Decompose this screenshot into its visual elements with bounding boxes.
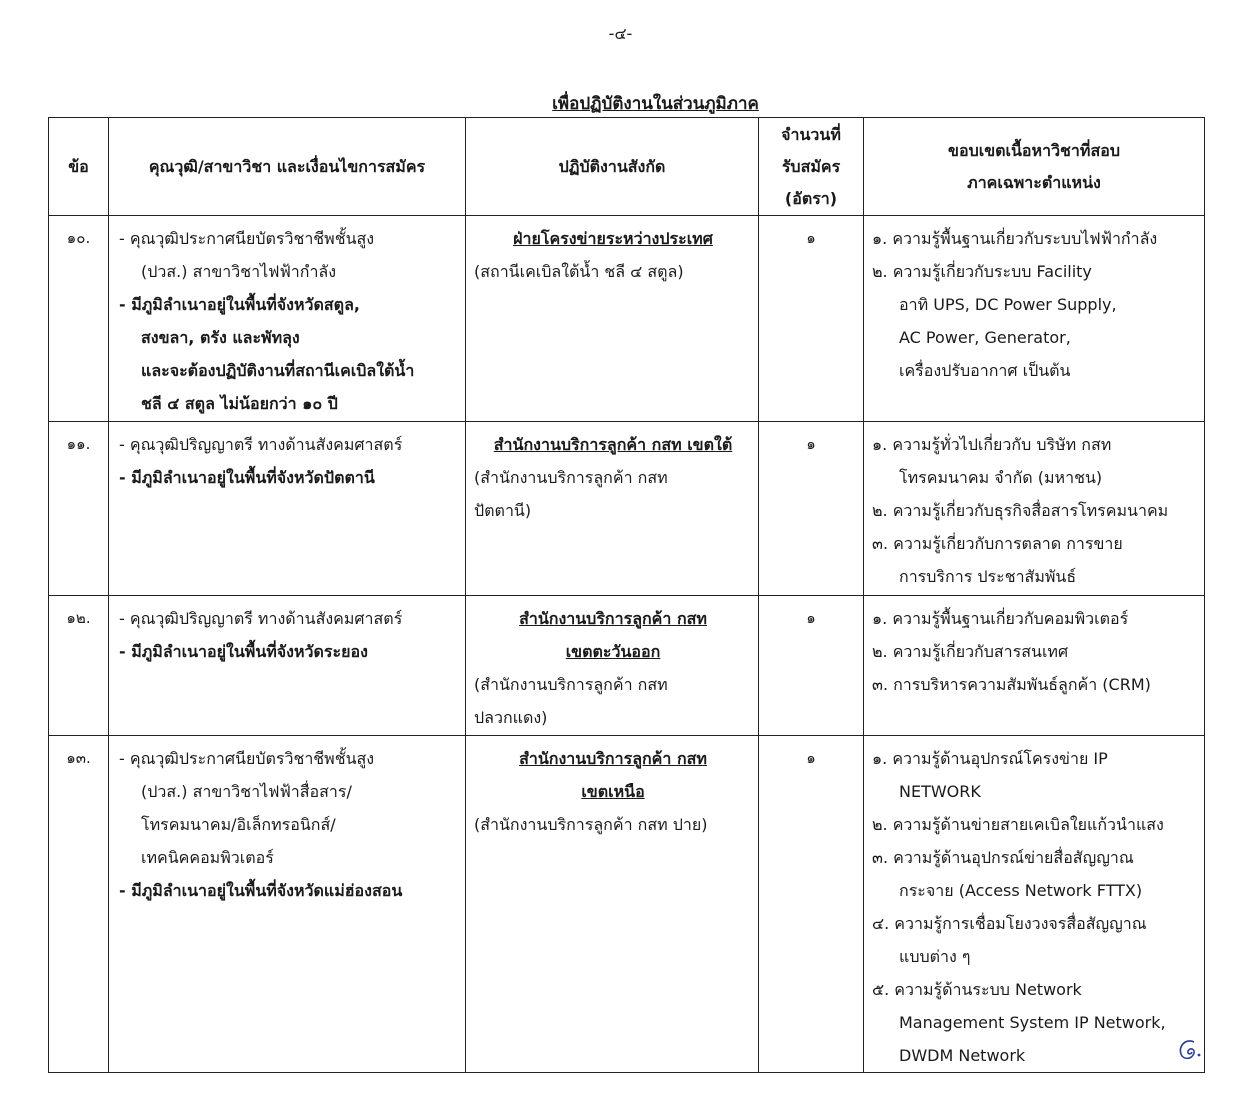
qualification-line <box>119 874 461 907</box>
unit-title: เขตตะวันออก <box>565 642 661 661</box>
qualification-text: สงขลา, ตรัง และพัทลุง <box>141 328 300 347</box>
header-scope: ขอบเขตเนื้อหาวิชาที่สอบ ภาคเฉพาะตำแหน่ง <box>864 118 1205 216</box>
exam-scope-line: ๔. ความรู้การเชื่อมโยงวงจรสื่อสัญญาณ <box>872 914 1147 933</box>
qualification-line <box>119 321 461 354</box>
qualification-text: (ปวส.) สาขาวิชาไฟฟ้ากำลัง <box>141 262 337 281</box>
applicant-count: ๑ <box>759 596 864 736</box>
applicant-count: ๑ <box>759 216 864 422</box>
unit-detail: (สำนักงานบริการลูกค้า กสท ปาย) <box>474 815 708 834</box>
qualification-text: โทรคมนาคม/อิเล็กทรอนิกส์/ <box>141 815 336 834</box>
qualification-line <box>119 775 461 808</box>
exam-scope-line: DWDM Network <box>899 1046 1026 1065</box>
unit-title: สำนักงานบริการลูกค้า กสท <box>519 609 707 628</box>
qualification-text: - คุณวุฒิประกาศนียบัตรวิชาชีพชั้นสูง <box>119 229 375 248</box>
qualification-text: และจะต้องปฏิบัติงานที่สถานีเคเบิลใต้น้ำ <box>141 361 415 380</box>
qualification-line <box>119 387 461 420</box>
qualification-line <box>119 635 461 668</box>
unit-title: สำนักงานบริการลูกค้า กสท เขตใต้ <box>493 435 733 454</box>
header-no: ข้อ <box>49 118 109 216</box>
exam-scope-line: แบบต่าง ๆ <box>899 947 971 966</box>
exam-scope-line: ๓. ความรู้ด้านอุปกรณ์ข่ายสื่อสัญญาณ <box>872 848 1134 867</box>
exam-scope-line: ๑. ความรู้ทั่วไปเกี่ยวกับ บริษัท กสท <box>872 435 1112 454</box>
qualification-cell <box>109 736 466 1073</box>
qualification-line <box>119 288 461 321</box>
exam-scope-cell <box>864 736 1205 1073</box>
applicant-count: ๑ <box>759 422 864 596</box>
qualification-text: - คุณวุฒิปริญญาตรี ทางด้านสังคมศาสตร์ <box>119 435 403 454</box>
unit-cell <box>466 216 759 422</box>
exam-scope-line: ๒. ความรู้เกี่ยวกับธุรกิจสื่อสารโทรคมนาคม <box>872 501 1169 520</box>
unit-cell <box>466 596 759 736</box>
qualification-line <box>119 602 461 635</box>
header-count: จำนวนที่ รับสมัคร (อัตรา) <box>759 118 864 216</box>
page-title: เพื่อปฏิบัติงานในส่วนภูมิภาค <box>552 94 759 114</box>
unit-detail: ปลวกแดง) <box>474 708 548 727</box>
unit-detail: (สำนักงานบริการลูกค้า กสท <box>474 468 668 487</box>
exam-scope-line: ๑. ความรู้ด้านอุปกรณ์โครงข่าย IP <box>872 749 1108 768</box>
exam-scope-line: ๓. ความรู้เกี่ยวกับการตลาด การขาย <box>872 534 1123 553</box>
exam-scope-line: ๒. ความรู้ด้านข่ายสายเคเบิลใยแก้วนำแสง <box>872 815 1164 834</box>
unit-cell <box>466 422 759 596</box>
exam-scope-cell <box>864 216 1205 422</box>
unit-title: เขตเหนือ <box>581 782 645 801</box>
exam-scope-line: ๑. ความรู้พื้นฐานเกี่ยวกับคอมพิวเตอร์ <box>872 609 1129 628</box>
row-number: ๑๐. <box>49 216 109 422</box>
qualification-text: - คุณวุฒิปริญญาตรี ทางด้านสังคมศาสตร์ <box>119 609 403 628</box>
exam-scope-line: AC Power, Generator, <box>899 328 1071 347</box>
exam-scope-line: ๑. ความรู้พื้นฐานเกี่ยวกับระบบไฟฟ้ากำลัง <box>872 229 1158 248</box>
exam-scope-line: โทรคมนาคม จำกัด (มหาชน) <box>899 468 1103 487</box>
qualification-line <box>119 222 461 255</box>
qualification-text: ชลี ๔ สตูล ไม่น้อยกว่า ๑๐ ปี <box>141 394 338 413</box>
exam-scope-line: ๓. การบริหารความสัมพันธ์ลูกค้า (CRM) <box>872 675 1151 694</box>
qualification-line <box>119 428 461 461</box>
header-unit: ปฏิบัติงานสังกัด <box>466 118 759 216</box>
exam-scope-line: ๒. ความรู้เกี่ยวกับระบบ Facility <box>872 262 1092 281</box>
qualification-line <box>119 808 461 841</box>
qualification-line <box>119 461 461 494</box>
header-qualification: คุณวุฒิ/สาขาวิชา และเงื่อนไขการสมัคร <box>109 118 466 216</box>
exam-scope-line: กระจาย (Access Network FTTX) <box>899 881 1143 900</box>
table-row <box>49 422 1205 596</box>
exam-scope-line: ๕. ความรู้ด้านระบบ Network <box>872 980 1082 999</box>
qualification-text: - คุณวุฒิประกาศนียบัตรวิชาชีพชั้นสูง <box>119 749 375 768</box>
unit-detail: ปัตตานี) <box>474 501 532 520</box>
table-row <box>49 596 1205 736</box>
exam-scope-line: การบริการ ประชาสัมพันธ์ <box>899 567 1077 586</box>
qualification-line <box>119 841 461 874</box>
table-row <box>49 216 1205 422</box>
exam-scope-cell <box>864 422 1205 596</box>
unit-detail: (สถานีเคเบิลใต้น้ำ ชลี ๔ สตูล) <box>474 262 684 281</box>
positions-table <box>48 117 1205 1073</box>
qualification-line <box>119 354 461 387</box>
exam-scope-line: Management System IP Network, <box>899 1013 1166 1032</box>
exam-scope-line: เครื่องปรับอากาศ เป็นต้น <box>899 361 1071 380</box>
qualification-line <box>119 255 461 288</box>
qualification-line <box>119 742 461 775</box>
row-number: ๑๒. <box>49 596 109 736</box>
qualification-text: เทคนิคคอมพิวเตอร์ <box>141 848 274 867</box>
unit-cell <box>466 736 759 1073</box>
qualification-text: - มีภูมิลำเนาอยู่ในพื้นที่จังหวัดระยอง <box>119 642 368 661</box>
row-number: ๑๓. <box>49 736 109 1073</box>
exam-scope-line: อาทิ UPS, DC Power Supply, <box>899 295 1117 314</box>
qualification-text: (ปวส.) สาขาวิชาไฟฟ้าสื่อสาร/ <box>141 782 352 801</box>
header-row <box>49 118 1205 216</box>
qualification-text: - มีภูมิลำเนาอยู่ในพื้นที่จังหวัดสตูล, <box>119 295 360 314</box>
qualification-cell <box>109 596 466 736</box>
applicant-count: ๑ <box>759 736 864 1073</box>
unit-detail: (สำนักงานบริการลูกค้า กสท <box>474 675 668 694</box>
unit-title: สำนักงานบริการลูกค้า กสท <box>519 749 707 768</box>
unit-title: ฝ่ายโครงข่ายระหว่างประเทศ <box>513 229 713 248</box>
exam-scope-cell <box>864 596 1205 736</box>
initial-mark-icon <box>1172 1034 1204 1066</box>
qualification-cell <box>109 216 466 422</box>
exam-scope-line: NETWORK <box>899 782 981 801</box>
row-number: ๑๑. <box>49 422 109 596</box>
qualification-cell <box>109 422 466 596</box>
qualification-text: - มีภูมิลำเนาอยู่ในพื้นที่จังหวัดปัตตานี <box>119 468 375 487</box>
page-number: -๔- <box>608 24 633 43</box>
qualification-text: - มีภูมิลำเนาอยู่ในพื้นที่จังหวัดแม่ฮ่องสอน <box>119 881 403 900</box>
table-row <box>49 736 1205 1073</box>
exam-scope-line: ๒. ความรู้เกี่ยวกับสารสนเทศ <box>872 642 1069 661</box>
